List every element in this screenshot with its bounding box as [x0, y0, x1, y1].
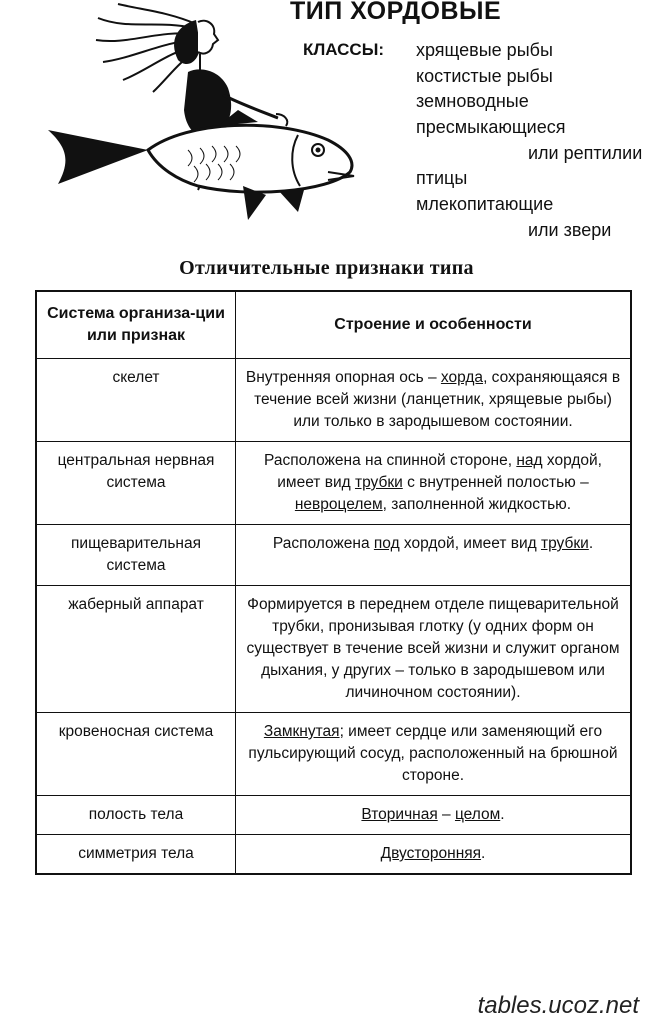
description-cell — [236, 359, 632, 442]
class-item: земноводные — [416, 91, 529, 112]
column-header-description: Строение и особенности — [236, 291, 632, 359]
description-text: с внутренней полостью – — [402, 474, 589, 491]
description-text: Формируется в переднем отделе пищеварительной трубки, пронизывая глотку (у одних форм он существует в течение всей жизни и служит органом дыхания, у других – только в зародышевом или личиночном состоянии). — [246, 596, 620, 701]
description-text: Расположена — [272, 535, 374, 552]
class-item: или звери — [528, 219, 612, 240]
underlined-term: трубки — [541, 535, 589, 552]
feature-cell: центральная нервная система — [36, 442, 236, 525]
column-header-feature: Система организа-ции или признак — [36, 291, 236, 359]
description-cell — [236, 525, 632, 586]
feature-cell: симметрия тела — [36, 835, 236, 875]
table-header-row — [36, 291, 631, 359]
class-item: птицы — [416, 168, 468, 189]
underlined-term: под — [373, 535, 400, 552]
feature-cell: жаберный аппарат — [36, 586, 236, 713]
description-text: Внутренняя опорная ось – — [245, 369, 441, 386]
description-cell — [236, 835, 632, 875]
description-cell — [236, 713, 632, 796]
description-text: ; имеет сердце или заменяющий его пульсирующий сосуд, расположенный на брюшной стороне. — [248, 723, 618, 784]
table-row — [36, 586, 631, 713]
table-row — [36, 359, 631, 442]
table-row — [36, 525, 631, 586]
feature-cell: пищеварительная система — [36, 525, 236, 586]
table-row — [36, 442, 631, 525]
feature-cell: скелет — [36, 359, 236, 442]
underlined-term: над — [516, 452, 543, 469]
feature-cell: полость тела — [36, 796, 236, 835]
underlined-term: трубки — [354, 474, 403, 491]
class-item: костистые рыбы — [416, 65, 553, 86]
class-item: млекопитающие — [416, 194, 554, 215]
feature-cell: кровеносная система — [36, 713, 236, 796]
table-row — [36, 835, 631, 875]
classes-label: КЛАССЫ: — [303, 40, 385, 59]
underlined-term: целом — [454, 806, 501, 823]
class-item: пресмыкающиеся — [416, 117, 566, 138]
underlined-term: Двусторонняя — [380, 845, 482, 862]
description-cell — [236, 442, 632, 525]
underlined-term: Замкнутая — [263, 723, 340, 740]
page-title: ТИП ХОРДОВЫЕ — [290, 0, 502, 25]
class-item: или рептилии — [528, 142, 643, 163]
description-text: хордой, имеет вид — [277, 452, 602, 491]
description-text: , сохраняющаяся в течение всей жизни (ланцетник, хрящевые рыбы) или только в зародышевом состоянии. — [254, 369, 621, 430]
underlined-term: Вторичная — [361, 806, 438, 823]
watermark: tables.ucoz.net — [477, 992, 639, 1019]
table-row — [36, 713, 631, 796]
description-text: хордой, имеет вид — [399, 535, 542, 552]
description-text: , заполненной жидкостью. — [382, 496, 572, 513]
features-table — [35, 290, 632, 875]
description-text: . — [588, 535, 594, 552]
table-row — [36, 796, 631, 835]
underlined-term: хорда — [440, 369, 484, 386]
class-item: хрящевые рыбы — [416, 40, 553, 60]
description-text: . — [500, 806, 505, 823]
table-caption: Отличительные признаки типа — [179, 257, 474, 279]
description-cell — [236, 796, 632, 835]
underlined-term: невроцелем — [294, 496, 383, 513]
description-text: – — [437, 806, 455, 823]
description-cell — [236, 586, 632, 713]
description-text: . — [481, 845, 486, 862]
class-list — [416, 38, 642, 244]
description-text: Расположена на спинной стороне, — [264, 452, 517, 469]
girl-riding-fish-illustration — [28, 0, 368, 232]
